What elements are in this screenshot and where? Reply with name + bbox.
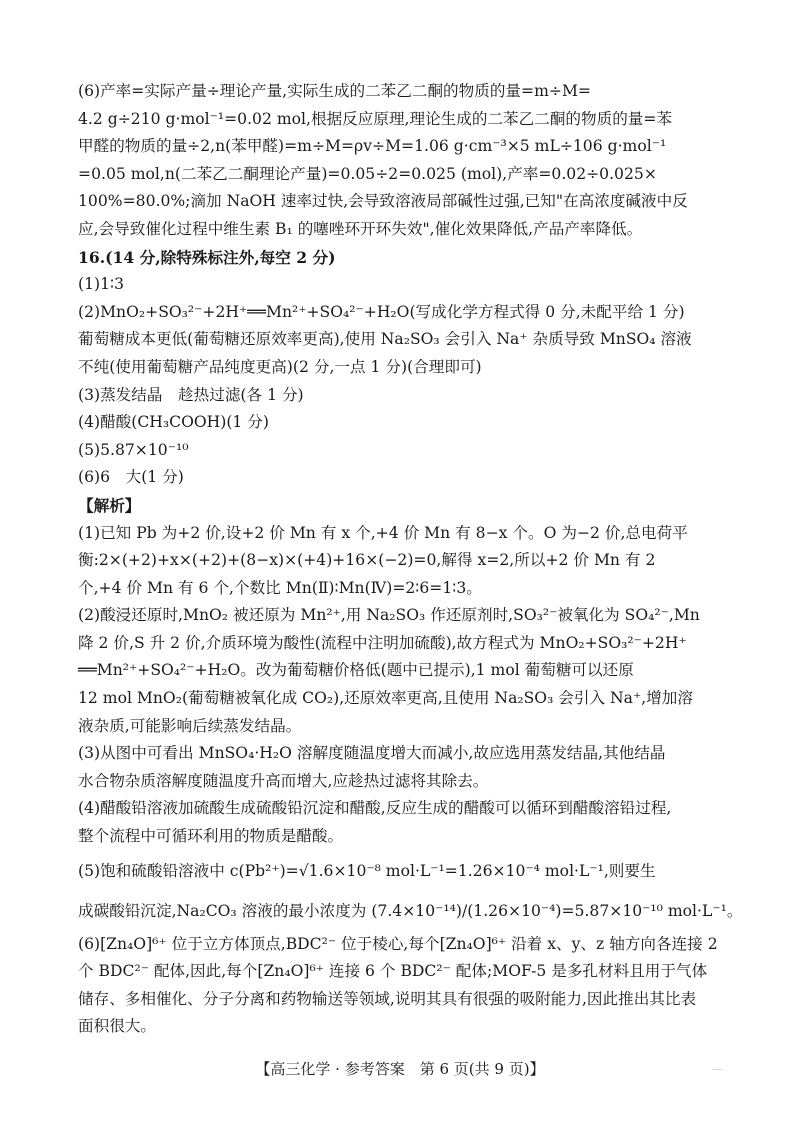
text-line: (2)MnO₂+SO₃²⁻+2H⁺══Mn²⁺+SO₄²⁻+H₂O(写成化学方程式得 0 分,未配平给 1 分) xyxy=(78,302,685,321)
text-line: (4)醋酸铅溶液加硫酸生成硫酸铅沉淀和醋酸,反应生成的醋酸可以循环到醋酸溶铅过程, xyxy=(78,799,672,818)
text-line: 成碳酸铅沉淀,Na₂CO₃ 溶液的最小浓度为 (7.4×10⁻¹⁴)/(1.26×10⁻⁴)=5.87×10⁻¹⁰ mol·L⁻¹。 xyxy=(78,901,743,920)
text-line: 甲醛的物质的量÷2,n(苯甲醛)=m÷M=ρv÷M=1.06 g·cm⁻³×5 mL÷106 g·mol⁻¹ xyxy=(78,137,667,156)
text-line: 个,+4 价 Mn 有 6 个,个数比 Mn(Ⅱ)∶Mn(Ⅳ)=2∶6=1∶3。 xyxy=(78,578,482,597)
text-line: 100%=80.0%;滴加 NaOH 速率过快,会导致溶液局部碱性过强,已知"在高浓度碱液中反 xyxy=(78,192,688,211)
text-line: (3)蒸发结晶 趁热过滤(各 1 分) xyxy=(78,385,304,404)
page-footer: 【高三化学 · 参考答案 第 6 页(共 9 页)】 xyxy=(255,1060,545,1078)
text-line: 应,会导致催化过程中维生素 B₁ 的噻唑环开环失效",催化效果降低,产品产率降低。 xyxy=(78,219,643,238)
answer-body xyxy=(78,78,743,1041)
text-line: 液杂质,可能影响后续蒸发结晶。 xyxy=(78,716,302,735)
text-line: 葡萄糖成本更低(葡萄糖还原效率更高),使用 Na₂SO₃ 会引入 Na⁺ 杂质导致 MnSO₄ 溶液 xyxy=(78,330,692,349)
text-line: 储存、多相催化、分子分离和药物输送等领域,说明其具有很强的吸附能力,因此推出其比表 xyxy=(78,989,697,1008)
text-line: 整个流程中可循环利用的物质是醋酸。 xyxy=(78,827,344,846)
text-line: (1)1∶3 xyxy=(78,275,124,294)
text-line: (3)从图中可看出 MnSO₄·H₂O 溶解度随温度增大而减小,故应选用蒸发结晶,其他结晶 xyxy=(78,744,666,763)
text-line: (1)已知 Pb 为+2 价,设+2 价 Mn 有 x 个,+4 价 Mn 有 8−x 个。O 为−2 价,总电荷平 xyxy=(78,523,688,542)
text-line: ══Mn²⁺+SO₄²⁻+H₂O。改为葡萄糖价格低(题中已提示),1 mol 葡萄糖可以还原 xyxy=(78,661,634,680)
text-line: (6)[Zn₄O]⁶⁺ 位于立方体顶点,BDC²⁻ 位于棱心,每个[Zn₄O]⁶⁺ 沿着 x、y、z 轴方向各连接 2 xyxy=(78,934,718,953)
text-line: (2)酸浸还原时,MnO₂ 被还原为 Mn²⁺,用 Na₂SO₃ 作还原剂时,SO₃²⁻被氧化为 SO₄²⁻,Mn xyxy=(78,606,700,625)
analysis-heading: 【解析】 xyxy=(78,495,141,515)
text-line: =0.05 mol,n(二苯乙二酮理论产量)=0.05÷2=0.025 (mol),产率=0.02÷0.025× xyxy=(78,164,657,183)
text-line: (6)6 大(1 分) xyxy=(78,468,184,487)
text-line: (4)醋酸(CH₃COOH)(1 分) xyxy=(78,413,269,432)
text-line: (5)饱和硫酸铅溶液中 c(Pb²⁺)=√1.6×10⁻⁸ mol·L⁻¹=1.26×10⁻⁴ mol·L⁻¹,则要生 xyxy=(78,861,656,880)
text-line: (6)产率=实际产量÷理论产量,实际生成的二苯乙二酮的物质的量=m÷M= xyxy=(78,82,591,100)
text-line: 降 2 价,S 升 2 价,介质环境为酸性(流程中注明加硫酸),故方程式为 MnO₂+SO₃²⁻+2H⁺ xyxy=(78,633,687,652)
text-line: 衡:2×(+2)+x×(+2)+(8−x)×(+4)+16×(−2)=0,解得 x=2,所以+2 价 Mn 有 2 xyxy=(78,551,656,570)
text-line: 个 BDC²⁻ 配体,因此,每个[Zn₄O]⁶⁺ 连接 6 个 BDC²⁻ 配体;MOF-5 是多孔材料且用于气体 xyxy=(78,962,708,981)
text-line: 水合物杂质溶解度随温度升高而增大,应趁热过滤将其除去。 xyxy=(78,771,489,790)
text-line: 4.2 g÷210 g·mol⁻¹=0.02 mol,根据反应原理,理论生成的二苯乙二酮的物质的量=苯 xyxy=(78,109,673,128)
question-heading: 16.(14 分,除特殊标注外,每空 2 分) xyxy=(78,247,336,267)
corner-mark: — xyxy=(712,1064,722,1075)
text-line: 面积很大。 xyxy=(78,1017,156,1036)
text-line: (5)5.87×10⁻¹⁰ xyxy=(78,440,189,459)
text-line: 12 mol MnO₂(葡萄糖被氧化成 CO₂),还原效率更高,且使用 Na₂SO₃ 会引入 Na⁺,增加溶 xyxy=(78,689,693,708)
text-line: 不纯(使用葡萄糖产品纯度更高)(2 分,一点 1 分)(合理即可) xyxy=(78,357,482,376)
